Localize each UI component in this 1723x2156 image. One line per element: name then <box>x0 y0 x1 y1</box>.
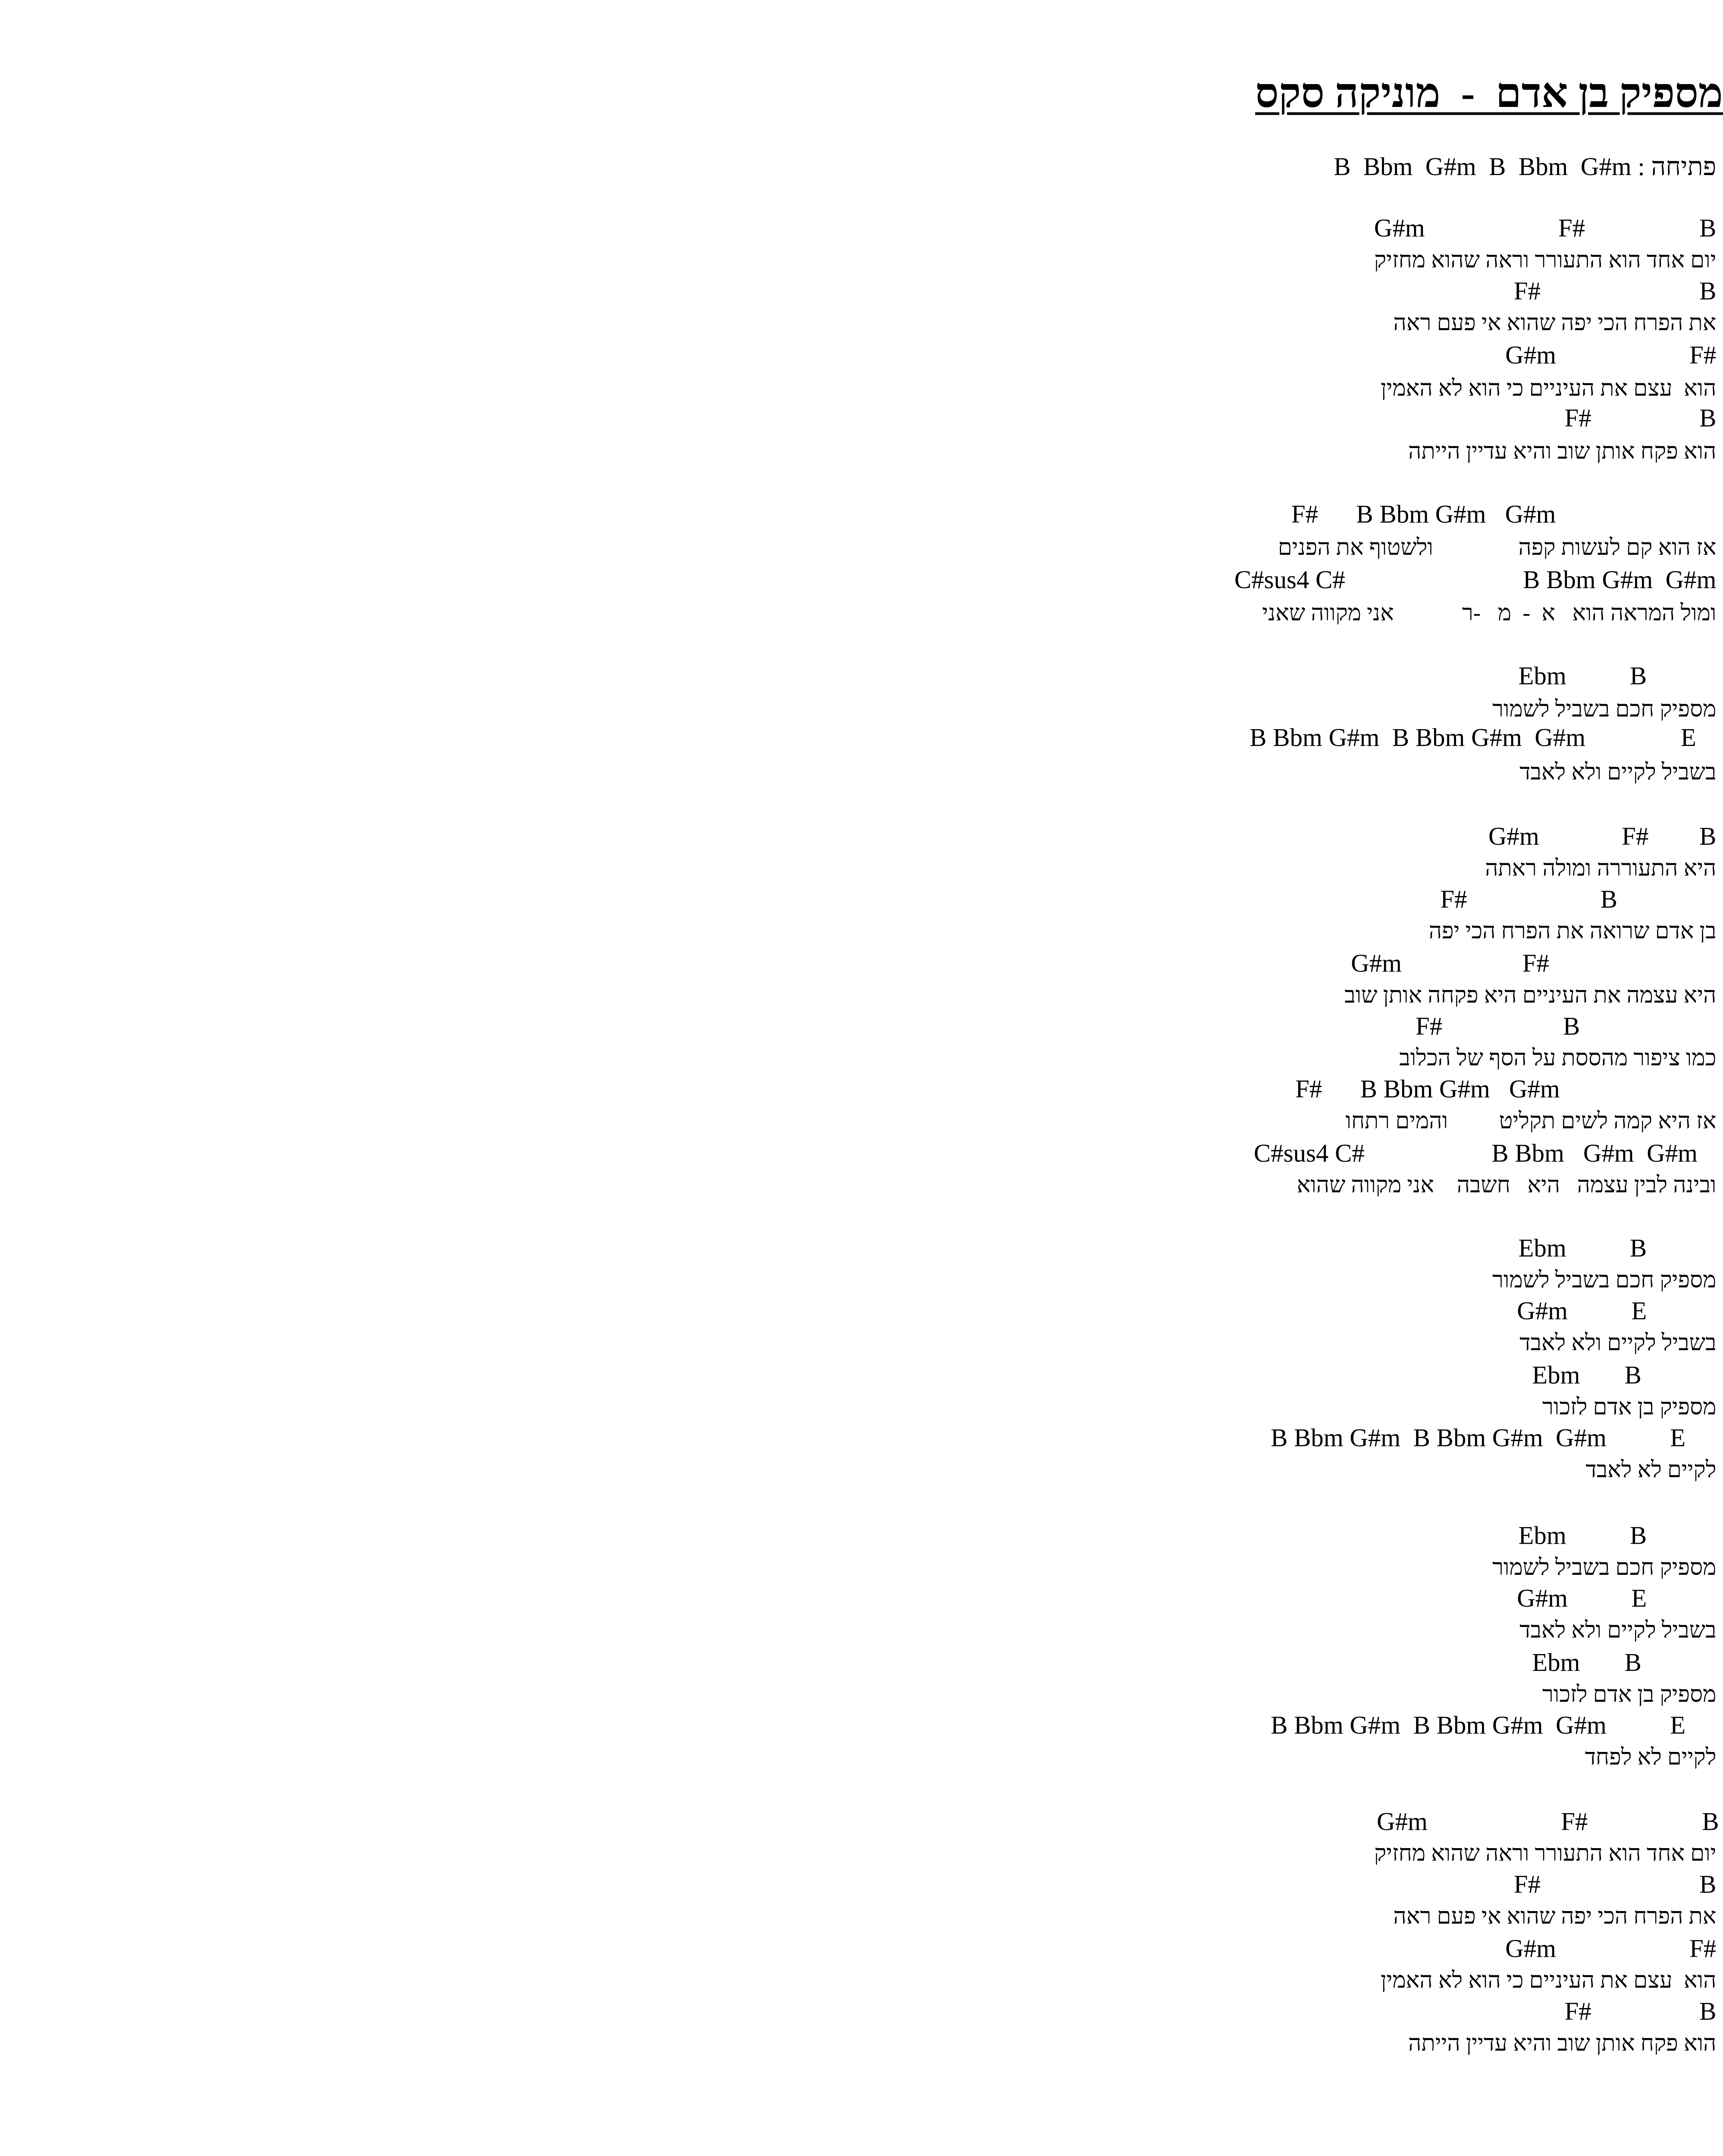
verse1-chord-line-2: F# B <box>1513 278 1717 306</box>
chorus2-lyric-line-1: מספיק חכם בשביל לשמור <box>1492 1267 1717 1293</box>
verse3-lyric-line-4: הוא פקח אותן שוב והיא עדיין הייתה <box>1408 2030 1717 2056</box>
verse3-chord-line-4: F# B <box>1564 1998 1717 2027</box>
chorus1-lyric-line-2: בשביל לקיים ולא לאבד <box>1519 759 1717 785</box>
verse1-lyric-line-3: הוא עצם את העיניים כי הוא לא האמין <box>1381 376 1717 401</box>
chorus1-lyric-line-1: מספיק חכם בשביל לשמור <box>1492 696 1717 722</box>
verse2-chord-line-6: C#sus4 C# B Bbm G#m G#m <box>1253 1140 1698 1169</box>
verse1-lyric-line-4: הוא פקח אותן שוב והיא עדיין הייתה <box>1408 438 1717 464</box>
verse2-chord-line-4: F# B <box>1415 1013 1580 1041</box>
chorus3-lyric-line-4: לקיים לא לפחד <box>1585 1744 1717 1770</box>
chorus3-lyric-line-1: מספיק חכם בשביל לשמור <box>1492 1554 1717 1580</box>
verse2-lyric-line-1: היא התעוררה ומולה ראתה <box>1485 856 1717 881</box>
verse1-chord-line-4: F# B <box>1564 405 1717 433</box>
chorus2-lyric-line-4: לקיים לא לאבד <box>1585 1457 1717 1482</box>
chorus3-lyric-line-2: בשביל לקיים ולא לאבד <box>1519 1617 1717 1643</box>
verse3-lyric-line-1: יום אחד הוא התעורר וראה שהוא מחזיק <box>1374 1840 1717 1866</box>
chorus3-chord-line-3: Ebm B <box>1532 1649 1642 1678</box>
chorus2-lyric-line-2: בשביל לקיים ולא לאבד <box>1519 1330 1717 1356</box>
verse3-chord-line-1: G#m F# B <box>1377 1808 1719 1837</box>
verse2-chord-line-1: G#m F# B <box>1488 823 1717 852</box>
artist-name: מוניקה סקס <box>1255 69 1441 116</box>
chorus2-lyric-line-3: מספיק בן אדם לזכור <box>1542 1394 1717 1420</box>
prechorus1-chord-line-1: F# B Bbm G#m G#m <box>1291 501 1556 530</box>
verse2-lyric-line-6: ובינה לבין עצמה היא חשבה אני מקווה שהוא <box>1297 1172 1717 1198</box>
verse3-lyric-line-3: הוא עצם את העיניים כי הוא לא האמין <box>1381 1968 1717 1993</box>
verse2-chord-line-2: F# B <box>1440 886 1617 915</box>
song-name: מספיק בן אדם <box>1495 69 1723 116</box>
verse2-chord-line-5: F# B Bbm G#m G#m <box>1295 1076 1560 1104</box>
verse1-chord-line-3: G#m F# <box>1505 342 1717 370</box>
chorus3-chord-line-2: G#m E <box>1517 1585 1647 1614</box>
verse1-chord-line-1: G#m F# B <box>1374 215 1717 244</box>
intro-label: פתיחה : <box>1638 154 1717 182</box>
verse1-lyric-line-2: את הפרח הכי יפה שהוא אי פעם ראה <box>1393 310 1717 336</box>
verse1-lyric-line-1: יום אחד הוא התעורר וראה שהוא מחזיק <box>1374 247 1717 273</box>
chorus3-lyric-line-3: מספיק בן אדם לזכור <box>1542 1681 1717 1707</box>
intro-line <box>1334 155 1716 181</box>
verse2-lyric-line-3: היא עצמה את העיניים היא פקחה אותן שוב <box>1344 982 1717 1008</box>
chorus2-chord-line-1: Ebm B <box>1518 1235 1647 1263</box>
chorus2-chord-line-3: Ebm B <box>1532 1362 1642 1390</box>
verse2-chord-line-3: G#m F# <box>1351 950 1549 979</box>
verse3-chord-line-2: F# B <box>1513 1871 1717 1900</box>
chorus1-chord-line-2: B Bbm G#m B Bbm G#m G#m E <box>1250 724 1696 753</box>
prechorus1-chord-line-2: C#sus4 C# B Bbm G#m G#m <box>1234 567 1717 595</box>
chorus1-chord-line-1: Ebm B <box>1518 663 1647 691</box>
prechorus1-lyric-line-1: אז הוא קם לעשות קפה ולשטוף את הפנים <box>1278 535 1717 560</box>
intro-chords: B Bbm G#m B Bbm G#m <box>1334 154 1632 182</box>
verse2-lyric-line-4: כמו ציפור מהססת על הסף של הכלוב <box>1399 1045 1717 1071</box>
prechorus1-lyric-line-2: ומול המראה הוא א - מ -ר אני מקווה שאני <box>1262 600 1717 626</box>
title-separator: - <box>1461 69 1475 116</box>
song-title <box>1188 69 1723 118</box>
verse3-chord-line-3: G#m F# <box>1505 1935 1717 1964</box>
verse2-lyric-line-5: אז היא קמה לשים תקליט והמים רתחו <box>1345 1108 1717 1134</box>
chorus2-chord-line-2: G#m E <box>1517 1298 1647 1326</box>
chorus2-chord-line-4: B Bbm G#m B Bbm G#m G#m E <box>1270 1425 1686 1453</box>
chorus3-chord-line-1: Ebm B <box>1518 1522 1647 1551</box>
verse3-lyric-line-2: את הפרח הכי יפה שהוא אי פעם ראה <box>1393 1903 1717 1929</box>
verse2-lyric-line-2: בן אדם שרואה את הפרח הכי יפה <box>1429 918 1717 944</box>
chorus3-chord-line-4: B Bbm G#m B Bbm G#m G#m E <box>1270 1712 1686 1741</box>
